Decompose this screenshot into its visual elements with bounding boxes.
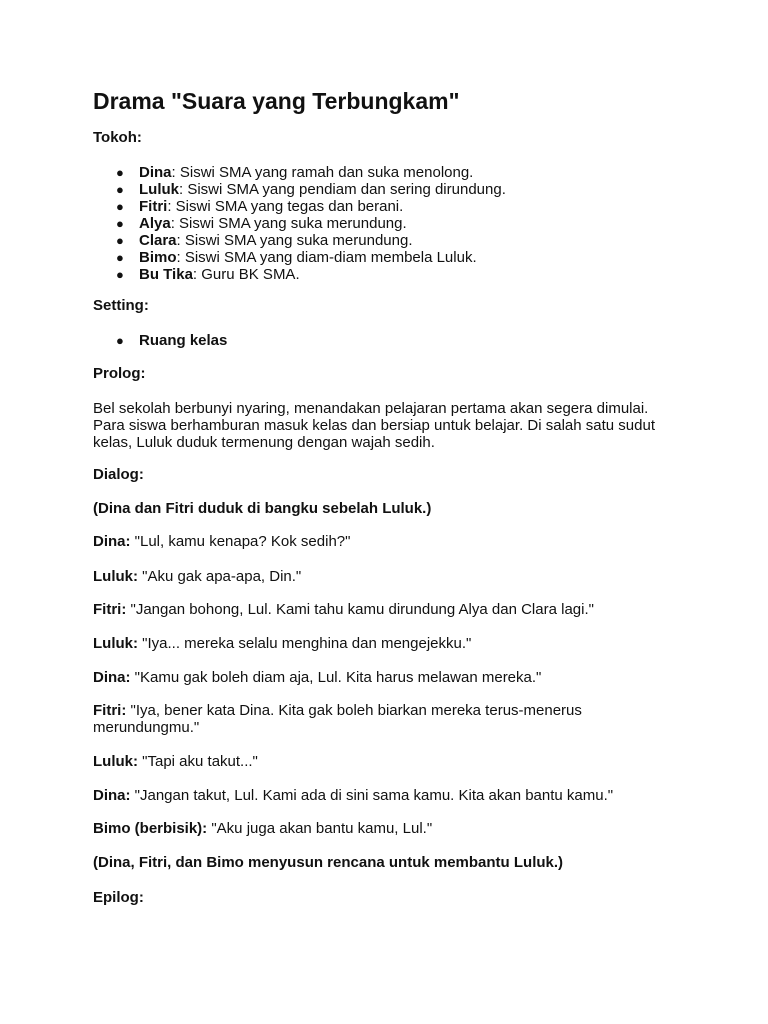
list-item: ● Alya: Siswi SMA yang suka merundung. — [116, 215, 407, 232]
epilog-heading: Epilog: — [93, 889, 144, 906]
speaker-name: Dina: — [93, 787, 131, 804]
list-item: ● Fitri: Siswi SMA yang tegas dan berani. — [116, 198, 404, 215]
speaker-name: Luluk: — [93, 568, 138, 585]
dialog-line: Luluk: "Tapi aku takut..." — [93, 753, 258, 770]
tokoh-heading: Tokoh: — [93, 129, 142, 146]
document-title: Drama "Suara yang Terbungkam" — [93, 88, 460, 114]
bullet-icon: ● — [116, 182, 124, 197]
speaker-name: Bimo (berbisik): — [93, 820, 208, 837]
setting-list — [93, 332, 227, 349]
prolog-paragraph: Bel sekolah berbunyi nyaring, menandakan pelajaran pertama akan segera dimulai. Para siswa berhamburan masuk kelas dan bersiap untuk belajar. Di salah satu sudut kelas, Luluk duduk termenung dengan wajah sedih. — [93, 400, 655, 451]
dialog-heading: Dialog: — [93, 466, 144, 483]
dialog-line: Luluk: "Iya... mereka selalu menghina dan mengejekku." — [93, 635, 472, 652]
speaker-name: Fitri: — [93, 601, 127, 618]
dialog-line: Dina: "Lul, kamu kenapa? Kok sedih?" — [93, 533, 351, 550]
speaker-name: Dina: — [93, 533, 131, 550]
list-item: ● Bu Tika: Guru BK SMA. — [116, 266, 300, 283]
bullet-icon: ● — [116, 250, 124, 265]
list-item: ● Clara: Siswi SMA yang suka merundung. — [116, 232, 413, 249]
dialog-line: Dina: "Kamu gak boleh diam aja, Lul. Kita harus melawan mereka." — [93, 669, 542, 686]
dialog-line: Fitri: "Iya, bener kata Dina. Kita gak boleh biarkan mereka terus-menerus merundungmu." — [93, 702, 582, 736]
list-item: ● Bimo: Siswi SMA yang diam-diam membela Luluk. — [116, 249, 477, 266]
dialog-line: Bimo (berbisik): "Aku juga akan bantu kamu, Lul." — [93, 820, 433, 837]
dialog-line: Luluk: "Aku gak apa-apa, Din." — [93, 568, 302, 585]
bullet-icon: ● — [116, 267, 124, 282]
dialog-line: Dina: "Jangan takut, Lul. Kami ada di sini sama kamu. Kita akan bantu kamu." — [93, 787, 614, 804]
dialog-line: Fitri: "Jangan bohong, Lul. Kami tahu kamu dirundung Alya dan Clara lagi." — [93, 601, 594, 618]
setting-heading: Setting: — [93, 297, 149, 314]
speaker-name: Luluk: — [93, 753, 138, 770]
tokoh-list — [93, 164, 506, 283]
bullet-icon: ● — [116, 216, 124, 231]
bullet-icon: ● — [116, 199, 124, 214]
list-item: ● Dina: Siswi SMA yang ramah dan suka menolong. — [116, 164, 474, 181]
bullet-icon: ● — [116, 165, 124, 180]
bullet-icon: ● — [116, 233, 124, 248]
stage-direction: (Dina dan Fitri duduk di bangku sebelah Luluk.) — [93, 500, 432, 517]
prolog-heading: Prolog: — [93, 365, 146, 382]
speaker-name: Luluk: — [93, 635, 138, 652]
bullet-icon: ● — [116, 333, 124, 348]
speaker-name: Dina: — [93, 669, 131, 686]
list-item: ● Luluk: Siswi SMA yang pendiam dan sering dirundung. — [116, 181, 506, 198]
stage-direction: (Dina, Fitri, dan Bimo menyusun rencana untuk membantu Luluk.) — [93, 854, 564, 871]
list-item: ● Ruang kelas — [116, 332, 228, 349]
speaker-name: Fitri: — [93, 702, 127, 719]
